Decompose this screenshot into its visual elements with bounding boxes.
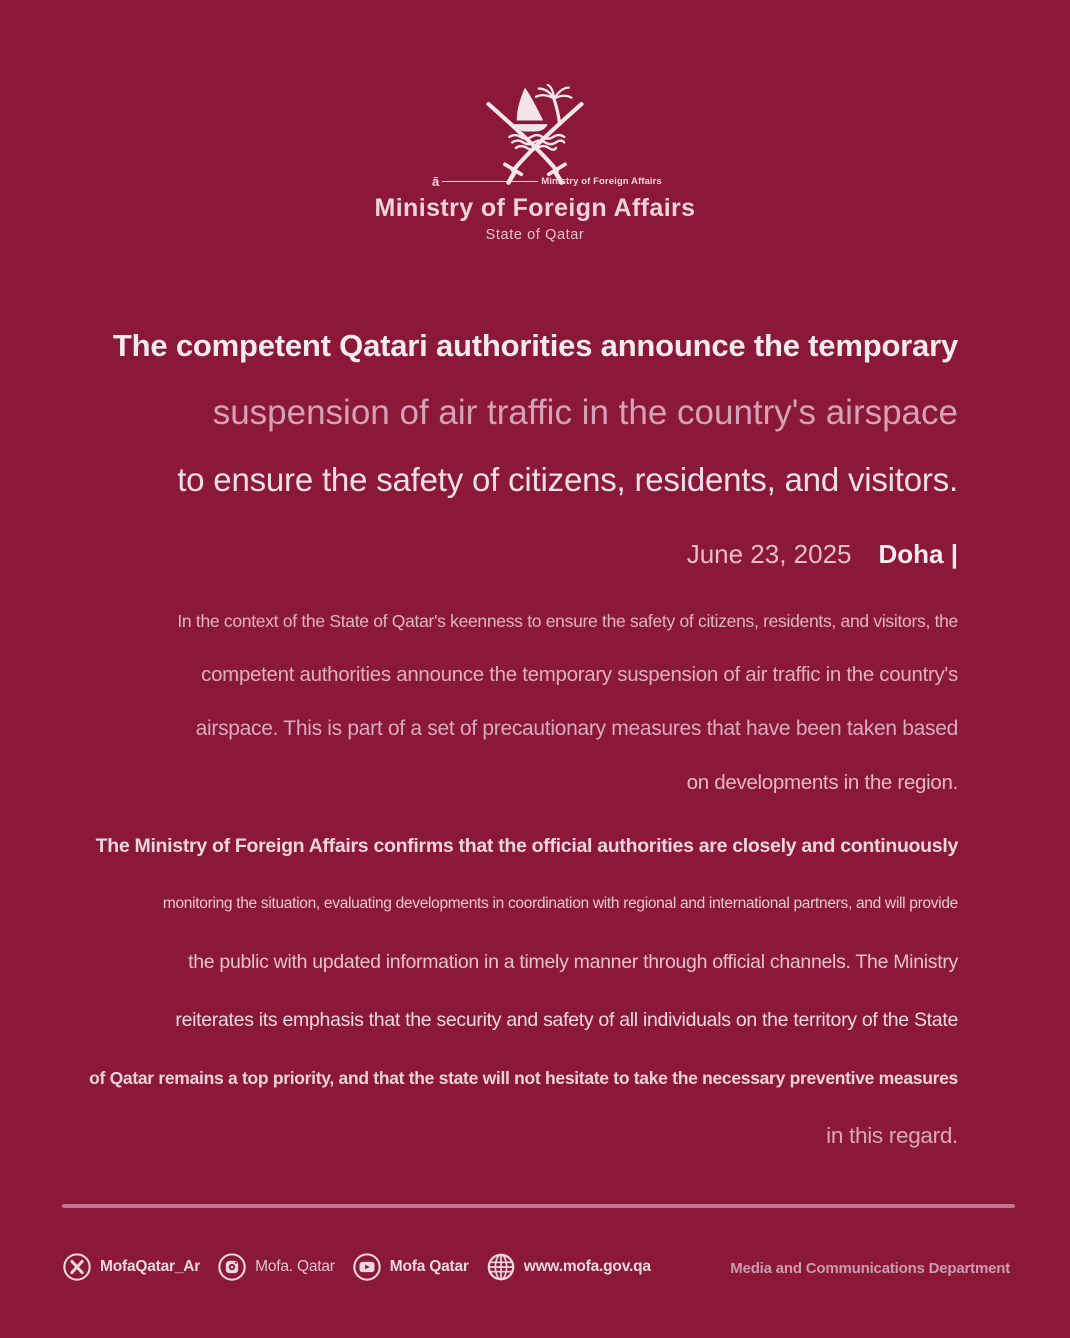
logo-title: Ministry of Foreign Affairs	[374, 194, 696, 222]
paragraph1-line: airspace. This is part of a set of precautionary measures that have been taken based	[195, 717, 958, 740]
paragraph2-line: in this regard.	[826, 1123, 958, 1148]
paragraph2-line: The Ministry of Foreign Affairs confirms that the official authorities are closely and continuously	[95, 835, 958, 857]
paragraph2-line: monitoring the situation, evaluating developments in coordination with regional and international partners, and will provide	[162, 895, 958, 912]
logo-small-label: Ministry of Foreign Affairs	[541, 176, 662, 187]
youtube-icon	[352, 1252, 382, 1282]
social-link-youtube[interactable]	[352, 1252, 469, 1282]
paragraph1-line: on developments in the region.	[686, 771, 958, 794]
x-twitter-icon	[62, 1252, 92, 1282]
headline	[40, 312, 958, 513]
social-handle: www.mofa.gov.qa	[523, 1258, 651, 1275]
globe-icon	[486, 1252, 516, 1282]
headline-line-1: The competent Qatari authorities announce the temporary	[112, 328, 958, 363]
department-label: Media and Communications Department	[730, 1260, 1010, 1277]
qatar-emblem-icon	[471, 84, 599, 188]
logo-rule-line	[442, 181, 538, 183]
logo-rule-row	[432, 173, 662, 189]
logo-subtitle: State of Qatar	[485, 227, 585, 243]
headline-line-3: to ensure the safety of citizens, residents, and visitors.	[177, 461, 958, 498]
paragraph1-line: In the context of the State of Qatar's keenness to ensure the safety of citizens, residents, and visitors, the	[177, 611, 958, 631]
social-handle: MofaQatar_Ar	[100, 1258, 201, 1275]
paragraph2-line: reiterates its emphasis that the security and safety of all individuals on the territory of the State	[175, 1009, 958, 1031]
social-links	[62, 1252, 651, 1282]
paragraph1-line: competent authorities announce the temporary suspension of air traffic in the country's	[201, 663, 958, 686]
footer-divider	[62, 1204, 1015, 1208]
paragraph2-line: of Qatar remains a top priority, and that the state will not hesitate to take the necessary preventive measures	[89, 1068, 958, 1088]
dateline-location: Doha |	[878, 539, 958, 569]
instagram-icon	[217, 1252, 247, 1282]
headline-line-2: suspension of air traffic in the country's airspace	[212, 393, 958, 432]
dateline-date: June 23, 2025	[686, 539, 852, 569]
body-paragraph-1	[40, 594, 958, 810]
social-link-instagram[interactable]	[217, 1252, 335, 1282]
social-handle: Mofa Qatar	[389, 1258, 469, 1275]
paragraph2-line: the public with updated information in a timely manner through official channels. The Ministry	[188, 951, 958, 973]
social-link-x-twitter[interactable]	[62, 1252, 200, 1282]
social-handle: Mofa. Qatar	[255, 1258, 335, 1275]
dateline	[687, 537, 958, 571]
logo-arabic-mark: ā	[432, 173, 440, 189]
social-link-website[interactable]	[486, 1252, 651, 1282]
body-paragraph-2	[40, 817, 958, 1165]
